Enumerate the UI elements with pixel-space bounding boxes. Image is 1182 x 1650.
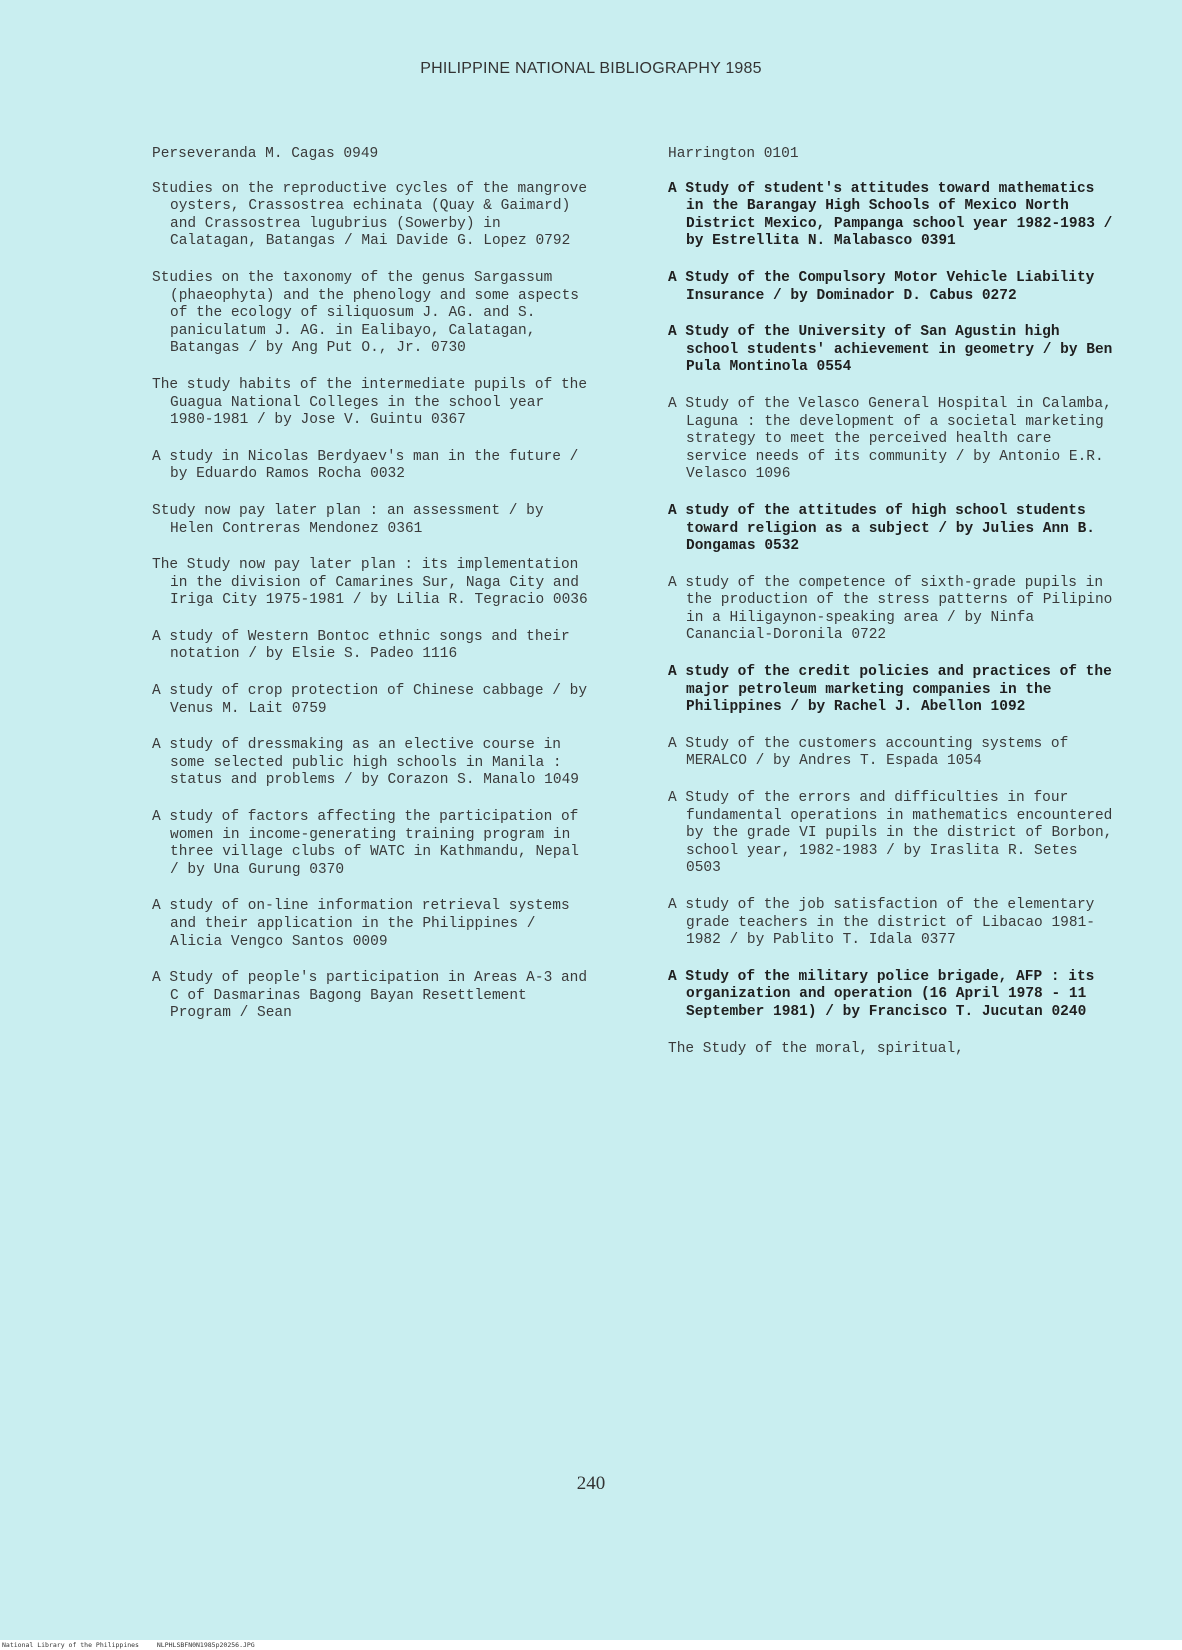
scan-file-id: NLPHLSBFN0N1985p20256.JPG [156,1641,255,1649]
bibliography-entry: The Study now pay later plan : its implementation in the division of Camarines Sur, Naga City and Iriga City 1975-1981 / by Lilia R. Tegracio 0036 [152,557,588,609]
bibliography-entry: Studies on the reproductive cycles of the mangrove oysters, Crassostrea echinata (Quay & Gaimard) and Crassostrea lugubrius (Sowerby) in Calatagan, Batangas / Mai Davide G. Lopez 0792 [152,180,588,250]
bibliography-entry: A Study of the military police brigade, AFP : its organization and operation (16 April 1978 - 11 September 1981) / by Francisco T. Jucutan 0240 [668,968,1095,1020]
bibliography-entry: A Study of the errors and difficulties in four fundamental operations in mathematics encountered by the grade VI pupils in the district of Borbon, school year, 1982-1983 / by Iraslita R. Setes 0503 [668,790,1113,877]
bibliography-entry: A study of factors affecting the participation of women in income-generating training program in three village clubs of WATC in Kathmandu, Nepal / by Una Gurung 0370 [152,809,579,878]
bibliography-entry: A study of the competence of sixth-grade pupils in the production of the stress patterns of Pilipino in a Hiligaynon-speaking area / by Ninfa Canancial-Doronila 0722 [668,574,1113,644]
bibliography-entry: A study in Nicolas Berdyaev's man in the future / by Eduardo Ramos Rocha 0032 [152,448,579,483]
page-number: 240 [576,1473,606,1494]
bibliography-entry: A study of Western Bontoc ethnic songs and their notation / by Elsie S. Padeo 1116 [152,628,570,663]
bibliography-entry: Study now pay later plan : an assessment / by Helen Contreras Mendonez 0361 [152,502,544,537]
bibliography-entry: A study of the attitudes of high school students toward religion as a subject / by Julies Ann B. Dongamas 0532 [668,502,1095,555]
continuation-line: The Study of the moral, spiritual, [668,1040,964,1057]
bibliography-entry: A study of the credit policies and practices of the major petroleum marketing companies in the Philippines / by Rachel J. Abellon 1092 [668,664,1112,716]
bibliography-entry: A study of the job satisfaction of the elementary grade teachers in the district of Libacao 1981-1982 / by Pablito T. Idala 0377 [668,897,1095,949]
bibliography-entry: A Study of the customers accounting systems of MERALCO / by Andres T. Espada 1054 [668,735,1069,770]
page-header: PHILIPPINE NATIONAL BIBLIOGRAPHY 1985 [420,60,762,77]
right-column [668,146,1120,1075]
bibliography-entry: A study of on-line information retrieval systems and their application in the Philippines / Alicia Vengco Santos 0009 [152,898,570,950]
bibliography-entry: A study of crop protection of Chinese cabbage / by Venus M. Lait 0759 [152,683,588,717]
right-column-heading: Harrington 0101 [668,146,799,162]
scan-source: National Library of the Philippines [2,1641,139,1649]
left-column-heading: Perseveranda M. Cagas 0949 [152,146,379,162]
bibliography-entry: A Study of student's attitudes toward mathematics in the Barangay High Schools of Mexico North District Mexico, Pampanga school year 1982-1983 / by Estrellita N. Malabasco 0391 [668,180,1113,250]
bibliography-entry: A Study of the University of San Agustin high school students' achievement in geometry / by Ben Pula Montinola 0554 [668,324,1113,376]
bibliography-entry: Studies on the taxonomy of the genus Sargassum (phaeophyta) and the phenology and some aspects of the ecology of siliquosum J. AG. and S. paniculatum J. AG. in Ealibayo, Calatagan, Batangas / by Ang Put O., Jr. 0730 [152,269,579,357]
bibliography-entry: A Study of people's participation in Areas A-3 and C of Dasmarinas Bagong Bayan Resettlement Program / Sean [152,970,588,1022]
scan-footer [0,1640,1182,1650]
bibliography-entry: A Study of the Velasco General Hospital in Calamba, Laguna : the development of a societal marketing strategy to meet the perceived health care service needs of its community / by Antonio E.R. Velasco 1096 [668,395,1112,483]
bibliography-entry: The study habits of the intermediate pupils of the Guagua National Colleges in the school year 1980-1981 / by Jose V. Guintu 0367 [152,376,588,429]
bibliography-entry: A Study of the Compulsory Motor Vehicle Liability Insurance / by Dominador D. Cabus 0272 [668,269,1095,304]
bibliography-entry: A study of dressmaking as an elective course in some selected public high schools in Manila : status and problems / by Corazon S. Manalo 1049 [152,737,579,789]
left-column [152,146,592,1042]
